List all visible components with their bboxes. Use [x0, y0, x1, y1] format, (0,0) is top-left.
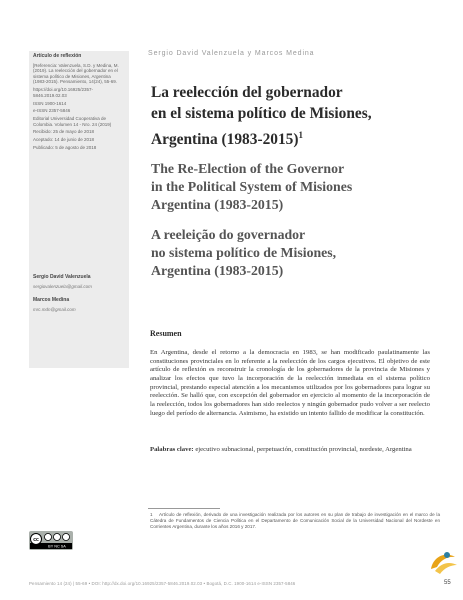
title-en-line-1: The Re-Election of the Governor: [151, 161, 345, 176]
footnote-marker[interactable]: 1: [298, 129, 303, 140]
keywords-label: Palabras clave:: [150, 446, 194, 453]
creative-commons-icon[interactable]: [29, 531, 73, 550]
footnote-number: 1: [150, 512, 153, 517]
author1-email[interactable]: sergiovalenzuela@gmail.com: [33, 284, 92, 289]
abstract-heading: Resumen: [150, 329, 182, 338]
title-en-line-2: in the Political System of Misiones: [151, 179, 353, 194]
title-pt-line-2: no sistema político de Misiones,: [151, 245, 337, 260]
keywords-text: ejecutivo subnacional, perpetuación, constitución provincial, nordeste, Argentina: [193, 446, 412, 453]
title-pt-line-1: A reeleição do governador: [151, 227, 306, 242]
issn-text: ISSN 1900-1614: [33, 100, 67, 106]
article-info-box: [29, 51, 129, 279]
eissn-text: e-ISSN 2357-5846: [33, 108, 71, 114]
doi-link[interactable]: https://doi.org/10.16925/2357-5846.2019.02.03: [33, 87, 94, 98]
article-type-label: Artículo de reflexión: [33, 53, 82, 59]
cc-license-text: BY NC SA: [48, 544, 66, 549]
authors-box: [29, 270, 129, 368]
title-portuguese: [151, 226, 451, 280]
sidebar: [0, 0, 134, 600]
title-line-1: La reelección del gobernador: [151, 84, 343, 101]
title-en-line-3: Argentina (1983-2015): [151, 197, 284, 212]
article-title: [151, 82, 451, 150]
footnote: [150, 512, 440, 530]
journal-logo-icon: [427, 547, 459, 581]
published-date: Publicado: 5 de agosto de 2018: [33, 145, 97, 151]
keywords: [150, 446, 430, 455]
author2-email[interactable]: mrc.mdn@gmail.com: [33, 307, 76, 312]
title-line-3: Argentina (1983-2015): [151, 130, 299, 148]
page-number: 55: [444, 580, 451, 586]
editorial-text: Editorial Universidad Cooperativa de Colombia. Volumen 14 - Nro. 24 (2019): [33, 116, 112, 127]
running-head: Sergio David Valenzuela y Marcos Medina: [148, 50, 315, 57]
footnote-text: Artículo de reflexión, derivado de una investigación realizada por los autores en su plan de trabajo de investigación en el marco de la Cátedra de Fundamentos de Ciencia Política en el Departamento de Comunicación Social de la Universidad Nacional del Nordeste en Corrientes Argentina, durante los años 2016 y 2017.: [150, 512, 440, 530]
title-pt-line-3: Argentina (1983-2015): [151, 263, 284, 278]
author2-name: Marcos Medina: [33, 297, 70, 303]
author1-name: Sergio David Valenzuela: [33, 274, 91, 280]
abstract-text: En Argentina, desde el retorno a la democracia en 1983, se han modificado paulatinamente las constituciones provinciales en lo referente a la reelección de los cargos ejecutivos. El objetivo de este artículo de reflexión es reconstruir la cronología de los gobernadores de la provincia de Misiones y analizar los efectos que tuvo la incorporación de la reelección inmediata en el sistema político provincial, prestando especial atención a los mecanismos utilizados por los gobernadores para lograr su reelección. Se halló que, con excepción del gobernador en ejercicio al momento de la incorporación de la reelección, todos los gobernadores han sido reelectos y ningún gobernador pudo volver a ser reelecto luego del período de alternancia. Asimismo, ha existido un intento fallido de modificar la constitución.: [150, 349, 430, 417]
page-footer: Pensamiento 14 (24) | 55-69 • DOI: http://dx.doi.org/10.16925/2357-5846.2019.02.03 • Bogotá, D.C. 1900-1614 e-ISSN 2357-5846: [29, 581, 296, 586]
citation-text: [Referencia: Valenzuela, S.D. y Medina, M. (2019). La reelección del gobernador en el sistema político de Misiones, Argentina (1983-2015). Pensamiento, 14(24), 55-69.: [33, 62, 119, 85]
accepted-date: Aceptado: 14 de junio de 2018: [33, 137, 95, 143]
title-english: [151, 160, 451, 214]
title-line-2: en el sistema político de Misiones,: [151, 105, 372, 123]
received-date: Recibido: 25 de mayo de 2018: [33, 129, 95, 135]
footnote-divider: [148, 508, 220, 509]
svg-text:cc: cc: [33, 537, 39, 543]
